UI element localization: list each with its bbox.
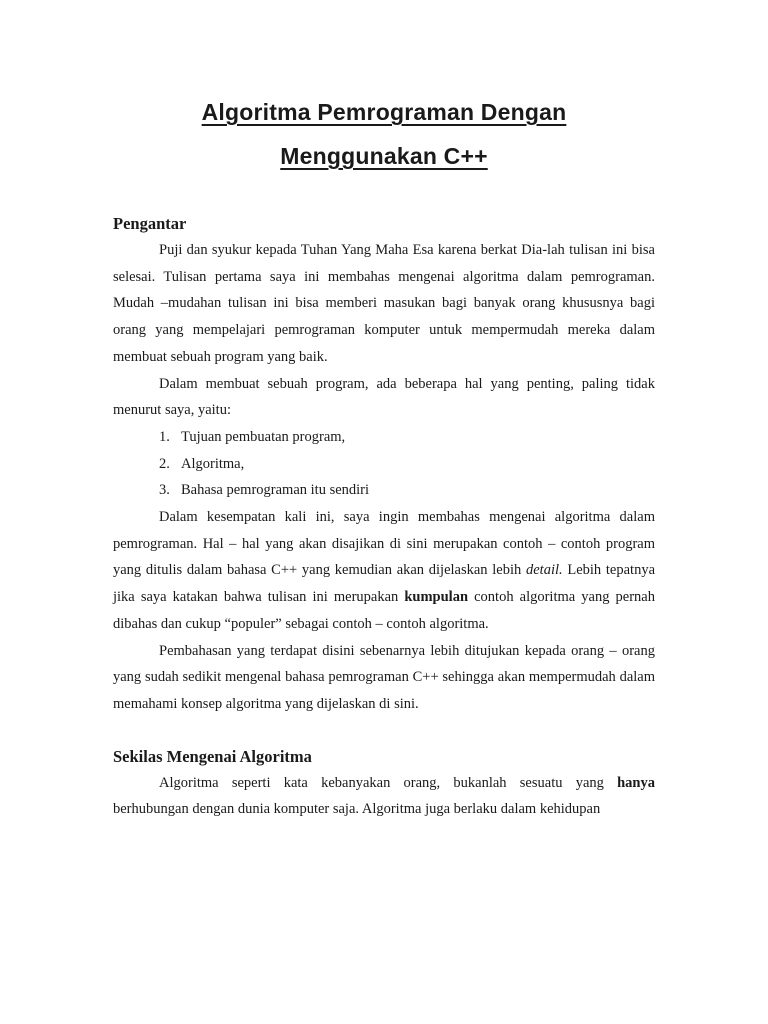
document-title xyxy=(113,90,655,178)
strong-hanya: hanya xyxy=(617,774,655,791)
emphasis-detail: detail. xyxy=(525,562,563,579)
strong-kumpulan: kumpulan xyxy=(404,589,469,606)
document-page xyxy=(113,90,655,823)
paragraph-important-points: Dalam membuat sebuah program, ada beberapa hal yang penting, paling tidak menurut saya, yaitu: xyxy=(113,375,655,419)
paragraph-clip xyxy=(113,770,655,823)
paragraph-opportunity: Dalam kesempatan kali ini, saya ingin membahas mengenai algoritma dalam pemrograman. Hal – hal yang akan disajikan di sini merupakan contoh – contoh program yang ditulis dalam bahasa C++ yang kemudian akan dijelaskan lebih detail. Lebih tepatnya jika saya katakan bahwa tulisan ini merupakan kumpulan contoh algoritma yang pernah dibahas dan cukup “populer” sebagai contoh – contoh algoritma. xyxy=(113,509,655,632)
title-line-2: Menggunakan C++ xyxy=(280,143,488,169)
list-item: 1. Tujuan pembuatan program, xyxy=(159,428,346,445)
section-heading-sekilas: Sekilas Mengenai Algoritma xyxy=(113,746,312,766)
list-item: 3. Bahasa pemrograman itu sendiri xyxy=(159,482,370,499)
paragraph-algoritma: Algoritma seperti kata kebanyakan orang, bukanlah sesuatu yang hanya berhubungan dengan dunia komputer saja. Algoritma juga berlaku dalam kehidupan xyxy=(113,774,655,818)
paragraph-audience: Pembahasan yang terdapat disini sebenarnya lebih ditujukan kepada orang – orang yang sudah sedikit mengenal bahasa pemrograman C++ sehingga akan mempermudah dalam memahami konsep algoritma yang dijelaskan di sini. xyxy=(113,642,655,712)
section-heading-pengantar: Pengantar xyxy=(113,214,187,233)
numbered-list xyxy=(113,424,655,504)
paragraph-intro: Puji dan syukur kepada Tuhan Yang Maha Esa karena berkat Dia-lah tulisan ini bisa selesai. Tulisan pertama saya ini membahas mengenai algoritma dalam pemrograman. Mudah –mudahan tulisan ini bisa memberi masukan bagi banyak orang khususnya bagi orang yang mempelajari pemrograman komputer untuk mempermudah mereka dalam membuat sebuah program yang baik. xyxy=(113,242,655,365)
title-line-1: Algoritma Pemrograman Dengan xyxy=(201,99,567,125)
list-item: 2. Algoritma, xyxy=(159,455,245,472)
